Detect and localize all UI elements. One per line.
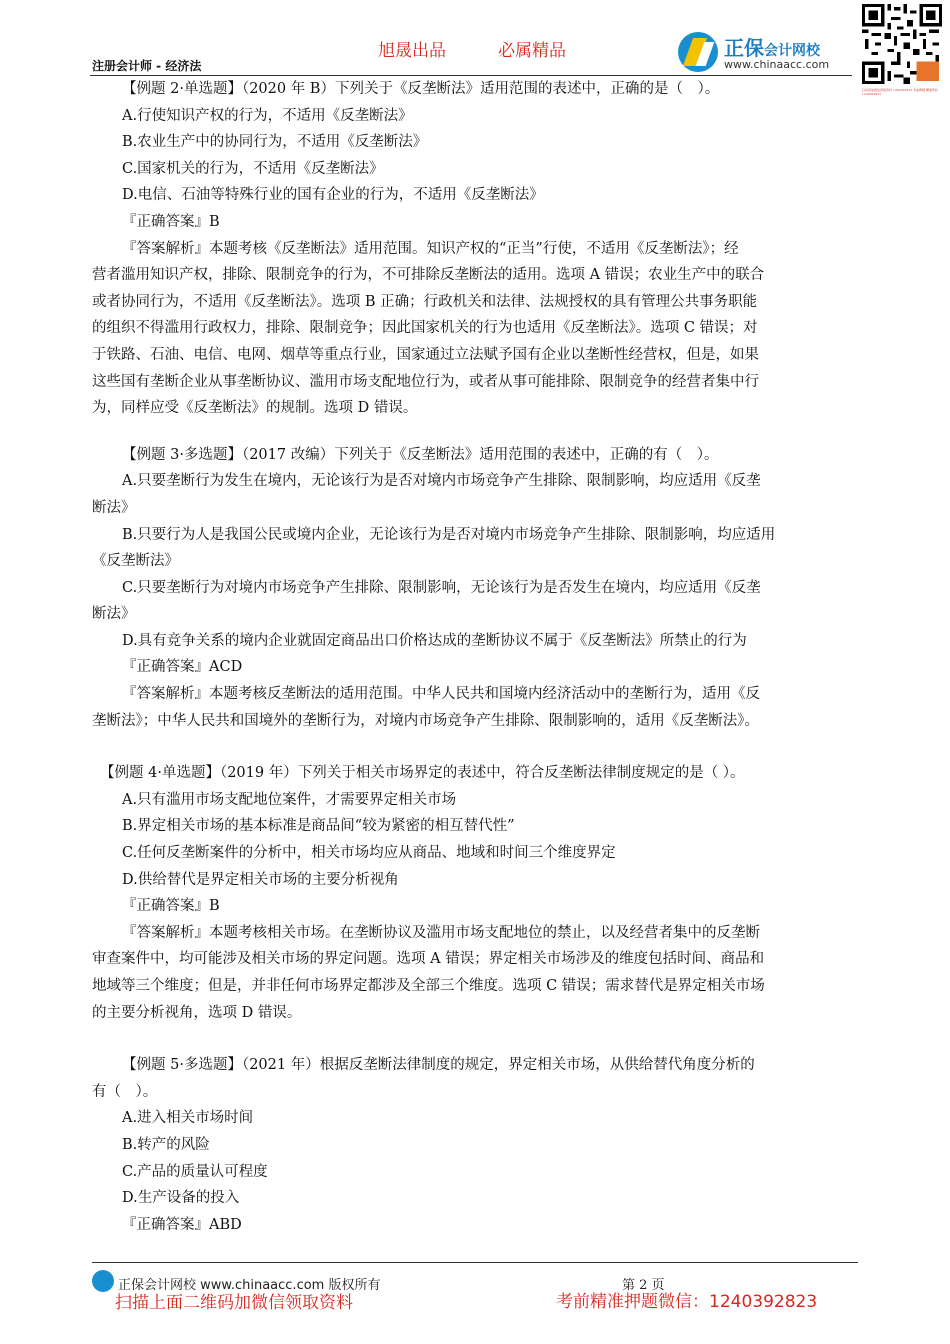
page-number: 第 2 页 xyxy=(622,1278,665,1293)
question-option: A.只有滥用市场支配地位案件，才需要界定相关市场 xyxy=(122,791,457,808)
footer-copyright: 正保会计网校 www.chinaacc.com 版权所有 xyxy=(118,1278,381,1293)
question-option: D.供给替代是界定相关市场的主要分析视角 xyxy=(122,871,399,888)
correct-answer: 『正确答案』ABD xyxy=(122,1216,242,1233)
question-title: 【例题 3·多选题】（2017 改编）下列关于《反垄断法》适用范围的表述中，正确的有（ ）。 xyxy=(122,446,719,463)
analysis-line: 『答案解析』本题考核反垄断法的适用范围。中华人民共和国境内经济活动中的垄断行为，适用《反 xyxy=(122,686,760,703)
analysis-line: 『答案解析』本题考核《反垄断法》适用范围。知识产权的“正当”行使，不适用《反垄断法》；经 xyxy=(122,240,739,257)
question-option-continued: 断法》 xyxy=(92,499,136,516)
question-2 xyxy=(92,76,862,422)
question-option: A.进入相关市场时间 xyxy=(122,1110,254,1127)
analysis-line: 审查案件中，均可能涉及相关市场的界定问题。选项 A 错误；界定相关市场涉及的维度包括时间、商品和 xyxy=(92,951,765,968)
question-option: B.界定相关市场的基本标准是商品间“较为紧密的相互替代性” xyxy=(122,818,515,835)
question-option: C.国家机关的行为，不适用《反垄断法》 xyxy=(122,160,384,177)
question-option: A.只要垄断行为发生在境内，无论该行为是否对境内市场竞争产生排除、限制影响，均应适用《反垄 xyxy=(122,473,761,490)
analysis-line: 或者协同行为，不适用《反垄断法》。选项 B 正确；行政机关和法律、法规授权的具有管理公共事务职能 xyxy=(92,293,758,310)
question-option: D.具有竞争关系的境内企业就固定商品出口价格达成的垄断协议不属于《反垄断法》所禁止的行为 xyxy=(122,632,747,649)
question-option: C.产品的质量认可程度 xyxy=(122,1163,268,1180)
correct-answer: 『正确答案』B xyxy=(122,898,220,915)
question-5 xyxy=(92,1052,862,1238)
analysis-line: 这些国有垄断企业从事垄断协议、滥用市场支配地位行为，或者从事可能排除、限制竞争的经营者集中行 xyxy=(92,373,759,390)
analysis-line: 『答案解析』本题考核相关市场。在垄断协议及滥用市场支配地位的禁止，以及经营者集中的反垄断 xyxy=(122,924,760,941)
logo-mark-icon xyxy=(678,32,718,72)
footer-promo-left: 扫描上面二维码加微信领取资料 xyxy=(115,1293,353,1313)
question-title: 【例题 2·单选题】（2020 年 B）下列关于《反垄断法》适用范围的表述中，正确的是（ ）。 xyxy=(122,81,720,97)
analysis-line: 为，同样应受《反垄断法》的规制。选项 D 错误。 xyxy=(92,400,418,417)
question-title: 【例题 5·多选题】（2021 年）根据反垄断法律制度的规定，界定相关市场，从供给替代角度分析的 xyxy=(122,1057,755,1074)
document-body xyxy=(92,76,862,1238)
question-option-continued: 《反垄断法》 xyxy=(92,553,179,570)
question-option: A.行使知识产权的行为，不适用《反垄断法》 xyxy=(122,107,413,124)
correct-answer: 『正确答案』ACD xyxy=(122,659,243,676)
analysis-line: 的主要分析视角，选项 D 错误。 xyxy=(92,1004,302,1021)
question-title-continued: 有（ ）。 xyxy=(92,1083,158,1100)
question-option: C.只要垄断行为对境内市场竞争产生排除、限制影响，无论该行为是否发生在境内，均应适用《反垄 xyxy=(122,579,761,596)
analysis-line: 的组织不得滥用行政权力，排除、限制竞争；因此国家机关的行为也适用《反垄断法》。选项 C 错误；对 xyxy=(92,320,758,337)
footer-promo-right: 考前精准押题微信：1240392823 xyxy=(556,1292,818,1312)
correct-answer: 『正确答案』B xyxy=(122,213,220,230)
header-promo-right: 必属精品 xyxy=(498,41,566,61)
question-option: D.生产设备的投入 xyxy=(122,1190,240,1207)
analysis-line: 地域等三个维度；但是，并非任何市场界定都涉及全部三个维度。选项 C 错误；需求替代是界定相关市场 xyxy=(92,978,765,994)
question-option: D.电信、石油等特殊行业的国有企业的行为，不适用《反垄断法》 xyxy=(122,187,544,204)
logo-name: 正保 xyxy=(724,36,764,60)
question-option-continued: 断法》 xyxy=(92,606,136,623)
analysis-line: 营者滥用知识产权，排除、限制竞争的行为，不可排除反垄断法的适用。选项 A 错误；农业生产中的联合 xyxy=(92,267,765,284)
question-4 xyxy=(92,760,862,1026)
brand-logo[interactable] xyxy=(678,30,868,76)
qr-code-icon xyxy=(862,4,942,84)
analysis-line: 垄断法》；中华人民共和国境外的垄断行为，对境内市场竞争产生排除、限制影响的，适用《反垄断法》。 xyxy=(92,712,759,729)
question-title: 【例题 4·单选题】（2019 年）下列关于相关市场界定的表述中，符合反垄断法律制度规定的是（ ）。 xyxy=(100,765,745,782)
logo-url: www.chinaacc.com xyxy=(724,58,830,71)
analysis-line: 于铁路、石油、电信、电网、烟草等重点行业，国家通过立法赋予国有企业以垄断性经营权，但是，如果 xyxy=(92,346,759,363)
question-option: B.农业生产中的协同行为，不适用《反垄断法》 xyxy=(122,134,428,151)
question-option: B.转产的风险 xyxy=(122,1136,210,1153)
qr-note: 扫码添加微信领取资料 1240392823 考前押题 精准资料 1240392823 xyxy=(862,88,938,96)
question-option: B.只要行为人是我国公民或境内企业，无论该行为是否对境内市场竞争产生排除、限制影响，均应适用 xyxy=(122,526,776,543)
footer-divider xyxy=(92,1262,858,1263)
question-option: C.任何反垄断案件的分析中，相关市场均应从商品、地域和时间三个维度界定 xyxy=(122,845,616,862)
logo-suffix: 会计网校 xyxy=(764,43,820,59)
question-3 xyxy=(92,442,862,735)
document-subject: 注册会计师 - 经济法 xyxy=(92,59,202,73)
footer-logo-icon xyxy=(92,1270,114,1292)
header-promo-left: 旭晟出品 xyxy=(378,41,446,61)
